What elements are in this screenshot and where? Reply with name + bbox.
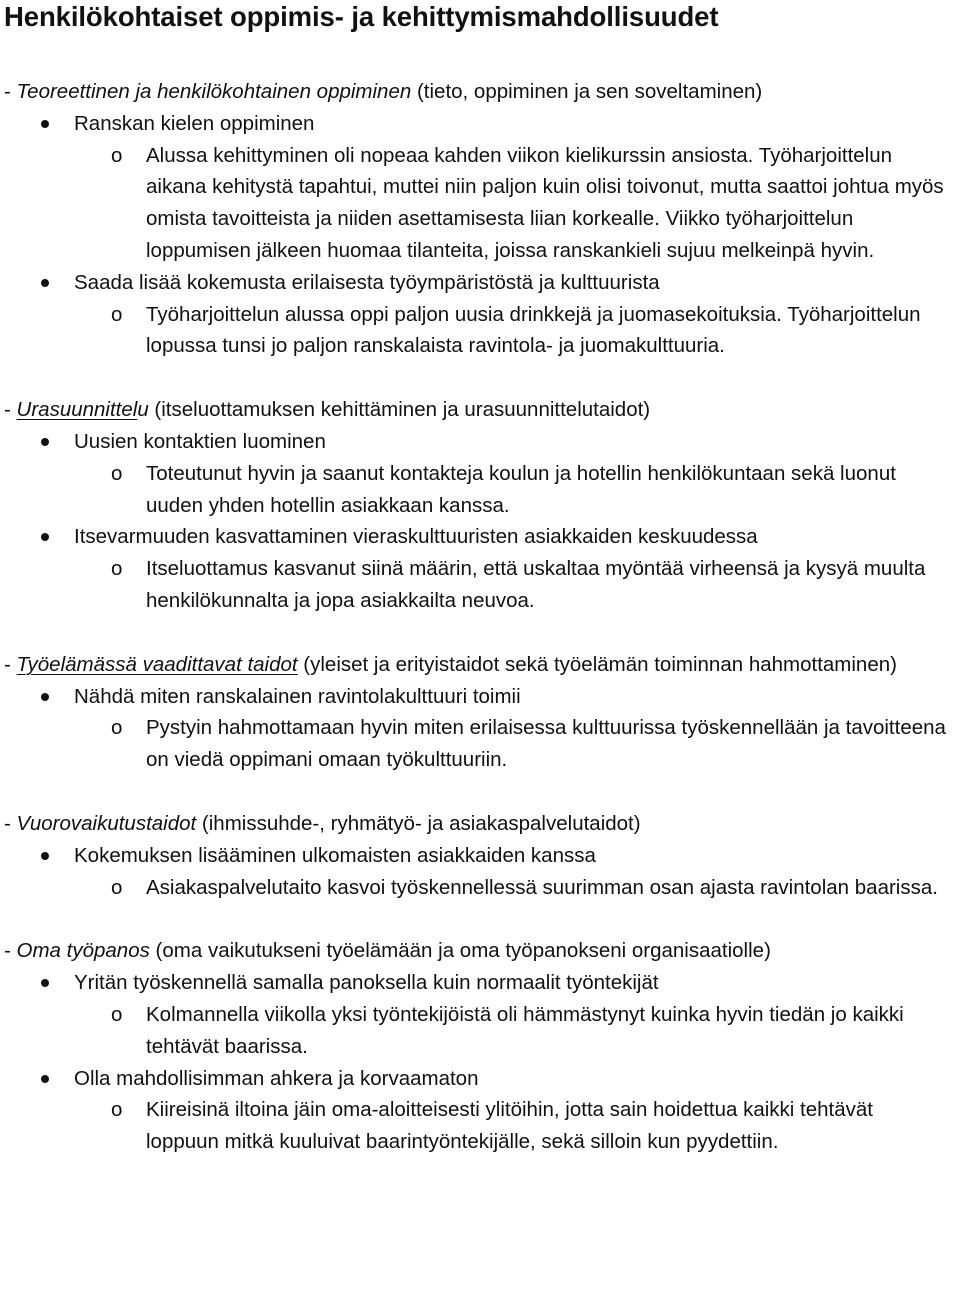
- sub-item: [4, 1094, 954, 1158]
- heading-topic: Oma työpanos: [16, 939, 150, 963]
- sub-item: [4, 712, 954, 776]
- bullet-icon: [41, 979, 49, 987]
- sub-bullet-icon: o: [111, 302, 123, 326]
- sub-item-text: Toteutunut hyvin ja saanut kontakteja koulun ja hotellin henkilökuntaan sekä luonut uuden yhden hotellin asiakkaan kanssa.: [146, 461, 896, 517]
- bullet-item: [4, 521, 954, 553]
- bullet-icon: [41, 279, 49, 287]
- section-heading: [4, 394, 954, 426]
- sub-bullet-icon: o: [111, 716, 123, 740]
- section-theoretical-learning: [4, 76, 954, 362]
- heading-description: (oma vaikutukseni työelämään ja oma työpanokseni organisaatiolle): [149, 939, 771, 963]
- bullet-item: [4, 967, 954, 999]
- sub-bullet-icon: o: [111, 875, 123, 899]
- heading-description: (ihmissuhde-, ryhmätyö- ja asiakaspalvelutaidot): [196, 811, 641, 835]
- sub-item: [4, 458, 954, 522]
- section-heading: [4, 649, 944, 681]
- sub-item: [4, 299, 954, 363]
- bullet-text: Saada lisää kokemusta erilaisesta työympäristöstä ja kulttuurista: [74, 270, 660, 294]
- bullet-icon: [41, 1075, 49, 1083]
- sub-item: [4, 999, 954, 1063]
- heading-description: (itseluottamuksen kehittäminen ja urasuunnittelutaidot): [148, 398, 651, 422]
- heading-topic: Urasuunnittel: [16, 398, 138, 422]
- heading-topic: Työelämässä vaadittavat taidot: [16, 652, 298, 676]
- section-career-planning: [4, 394, 954, 617]
- bullet-text: Kokemuksen lisääminen ulkomaisten asiakkaiden kanssa: [74, 843, 596, 867]
- bullet-text: Itsevarmuuden kasvattaminen vieraskulttuuristen asiakkaiden keskuudessa: [74, 525, 758, 549]
- sub-bullet-icon: o: [111, 143, 123, 167]
- heading-dash: -: [4, 939, 17, 963]
- sub-item: [4, 553, 954, 617]
- bullet-text: Yritän työskennellä samalla panoksella kuin normaalit työntekijät: [74, 971, 659, 995]
- heading-description: (tieto, oppiminen ja sen soveltaminen): [411, 80, 763, 103]
- sub-bullet-icon: o: [111, 1002, 123, 1026]
- sub-item: [4, 140, 954, 267]
- section-own-contribution: [4, 935, 954, 1158]
- sub-bullet-icon: o: [111, 1098, 123, 1122]
- heading-topic-tail: u: [137, 398, 149, 422]
- heading-topic: Vuorovaikutustaidot: [16, 811, 197, 835]
- sub-item-text: Kolmannella viikolla yksi työntekijöistä oli hämmästynyt kuinka hyvin tiedän jo kaikki tehtävät baarissa.: [146, 1002, 904, 1058]
- sub-item-text: Itseluottamus kasvanut siinä määrin, että uskaltaa myöntää virheensä ja kysyä muulta henkilökunnalta ja jopa asiakkailta neuvoa.: [146, 557, 926, 612]
- sub-item-text: Asiakaspalvelutaito kasvoi työskennellessä suurimman osan ajasta ravintolan baarissa.: [146, 875, 938, 899]
- sub-item-text: Kiireisinä iltoina jäin oma-aloitteisesti ylitöihin, jotta sain hoidettua kaikki tehtävät loppuun mitkä kuuluivat baarintyöntekijälle, sekä silloin kun pyydettiin.: [146, 1098, 873, 1154]
- bullet-icon: [41, 120, 49, 128]
- bullet-item: [4, 426, 954, 458]
- bullet-item: [4, 267, 954, 299]
- bullet-text: Olla mahdollisimman ahkera ja korvaamaton: [74, 1066, 479, 1090]
- heading-dash: -: [4, 811, 17, 835]
- heading-description: (yleiset ja erityistaidot sekä työelämän toiminnan hahmottaminen): [297, 652, 897, 676]
- sub-item-text: Työharjoittelun alussa oppi paljon uusia drinkkejä ja juomasekoituksia. Työharjoittelun lopussa tunsi jo paljon ranskalaista ravintola- ja juomakulttuuria.: [146, 302, 921, 358]
- page-title: Henkilökohtaiset oppimis- ja kehittymismahdollisuudet: [4, 1, 719, 32]
- bullet-icon: [41, 438, 49, 446]
- bullet-text: Nähdä miten ranskalainen ravintolakulttuuri toimii: [74, 684, 521, 708]
- section-interaction-skills: [4, 808, 954, 903]
- bullet-item: [4, 1063, 954, 1095]
- bullet-text: Uusien kontaktien luominen: [74, 429, 326, 453]
- bullet-icon: [41, 693, 49, 701]
- sub-item-text: Alussa kehittyminen oli nopeaa kahden viikon kielikurssin ansiosta. Työharjoittelun aikana kehitystä tapahtui, muttei niin paljon kuin olisi toivonut, mutta saattoi johtua myös omista tavoitteista ja niiden asettamisesta liian korkealle. Viikko työharjoittelun loppumisen jälkeen huomaa tilanteita, joissa ranskankieli sujuu melkeinpä hyvin.: [146, 143, 944, 262]
- sub-bullet-icon: o: [111, 557, 123, 581]
- section-work-skills: [4, 649, 954, 776]
- bullet-icon: [41, 852, 49, 860]
- bullet-text: Ranskan kielen oppiminen: [74, 111, 315, 135]
- sub-item: [4, 872, 954, 904]
- heading-topic: Teoreettinen ja henkilökohtainen oppiminen: [16, 80, 412, 103]
- bullet-item: [4, 840, 954, 872]
- heading-dash: -: [4, 398, 17, 422]
- heading-dash: -: [4, 652, 17, 676]
- section-heading: [4, 808, 954, 840]
- bullet-item: [4, 108, 954, 140]
- bullet-item: [4, 681, 954, 713]
- heading-dash: -: [4, 80, 17, 103]
- bullet-icon: [41, 533, 49, 541]
- sub-bullet-icon: o: [111, 461, 123, 485]
- sub-item-text: Pystyin hahmottamaan hyvin miten erilaisessa kulttuurissa työskennellään ja tavoitteena on viedä oppimani omaan työkulttuuriin.: [146, 716, 946, 772]
- section-heading: [4, 76, 954, 108]
- section-heading: [4, 935, 954, 967]
